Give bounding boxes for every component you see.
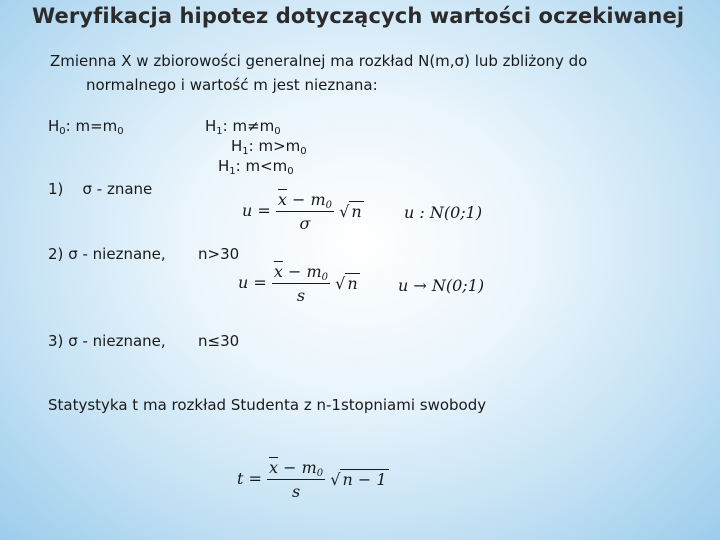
formula-t: t = $\frac{\overline{x} - m_0}{s}$ √ n − 1	[237, 458, 387, 501]
sigma-symbol: σ	[68, 332, 78, 350]
sigma-symbol: σ	[68, 245, 78, 263]
case-1: 1) σ - znane	[48, 180, 153, 198]
alt-hypothesis-right: $H_1$: $m>m_0$	[231, 137, 307, 157]
alt-hypothesis-left: $H_1$: $m<m_0$	[218, 157, 294, 177]
case-2-condition: n>30	[198, 245, 240, 263]
null-hypothesis: $H_0$: $m=m_0$	[48, 117, 124, 137]
formula-u-s: u = $\frac{\overline{x} - m_0}{s}$ √ n	[238, 262, 358, 305]
slide-title: Weryfikacja hipotez dotyczących wartości oczekiwanej	[32, 4, 685, 28]
distribution-u-1: u : N(0;1)	[404, 203, 483, 222]
intro-text	[50, 49, 670, 97]
distribution-u-2: u → N(0;1)	[398, 276, 485, 295]
formula-u-sigma: u = $\frac{\overline{x} - m_0}{\sigma}$ √ n	[242, 190, 362, 233]
student-distribution-note: Statystyka t ma rozkład Studenta z n-1stopniami swobody	[48, 396, 487, 414]
case-3: 3) σ - nieznane,	[48, 332, 166, 350]
sigma-symbol: σ	[82, 180, 92, 198]
intro-line-1: Zmienna X w zbiorowości generalnej ma rozkład N(m,σ) lub zbliżony do	[50, 52, 588, 70]
intro-line-2: normalnego i wartość m jest nieznana:	[86, 76, 378, 94]
case-2: 2) σ - nieznane,	[48, 245, 166, 263]
alt-hypothesis-two-sided: $H_1$: $m\ne m_0$	[205, 117, 281, 137]
case-3-condition: n≤30	[198, 332, 240, 350]
